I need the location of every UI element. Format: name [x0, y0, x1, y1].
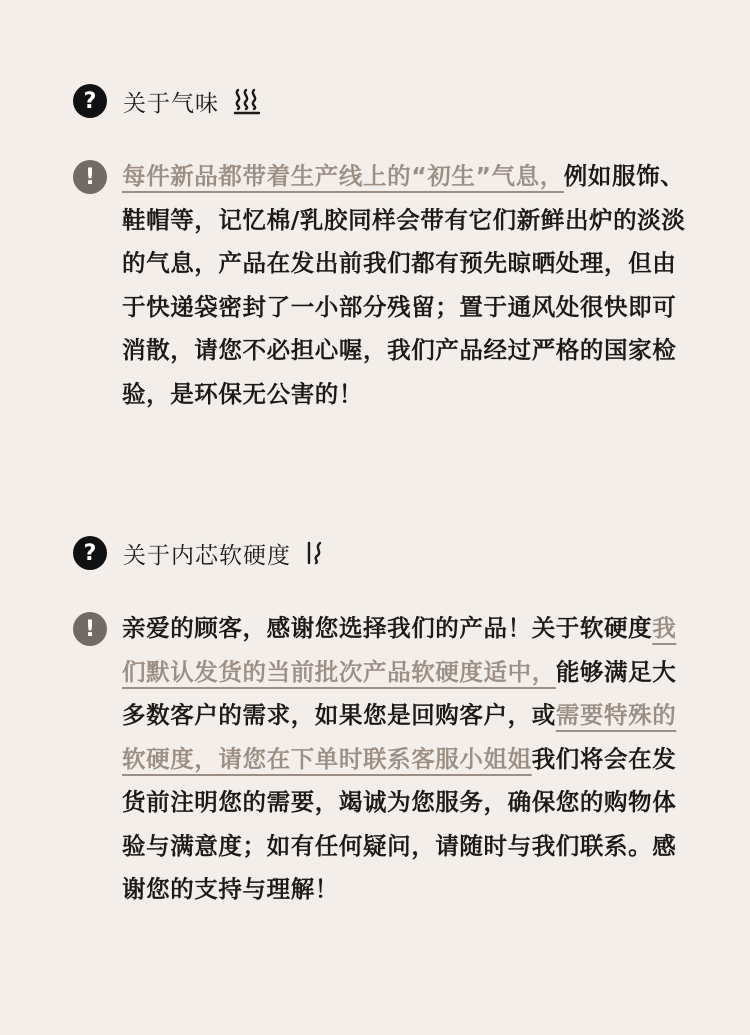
highlight-text: 每件新品都带着生产线上的“初生”气息， [122, 162, 564, 190]
section-softness-title: 关于内芯软硬度 [123, 542, 291, 569]
steam-icon [233, 87, 263, 115]
body-text: 例如服饰、鞋帽等，记忆棉/乳胶同样会带有它们新鲜出炉的淡淡的气息，产品在发出前我们都有预先晾晒处理，但由于快递袋密封了一小部分残留；置于通风处很快即可消散，请您不必担心喔，我们产品经过严格的国家检验，是环保无公害的！ [122, 162, 686, 408]
exclamation-mark: ! [84, 164, 96, 190]
question-mark: ? [83, 88, 97, 114]
section-smell-paragraph [122, 155, 687, 416]
highlight-text: 我们默认发货的当前批次产品软硬度适中， [122, 614, 677, 686]
section-smell-header [73, 84, 263, 118]
question-icon [73, 84, 107, 118]
question-icon [73, 536, 107, 570]
exclamation-mark: ! [84, 616, 96, 642]
section-softness-header [73, 536, 325, 570]
softness-wave-icon [305, 540, 325, 566]
body-text: 亲爱的顾客，感谢您选择我们的产品！关于软硬度 [122, 614, 653, 642]
section-smell-title: 关于气味 [123, 90, 219, 117]
body-text: 我们将会在发货前注明您的需要，竭诚为您服务，确保您的购物体验与满意度；如有任何疑问，请随时与我们联系。感谢您的支持与理解！ [122, 744, 677, 903]
highlight-text: 需要特殊的软硬度，请您在下单时联系客服小姐姐 [122, 701, 677, 773]
exclamation-icon [73, 160, 107, 194]
body-text: 能够满足大多数客户的需求，如果您是回购客户，或 [122, 657, 677, 729]
section-softness-paragraph [122, 607, 687, 912]
exclamation-icon [73, 612, 107, 646]
question-mark: ? [83, 540, 97, 566]
